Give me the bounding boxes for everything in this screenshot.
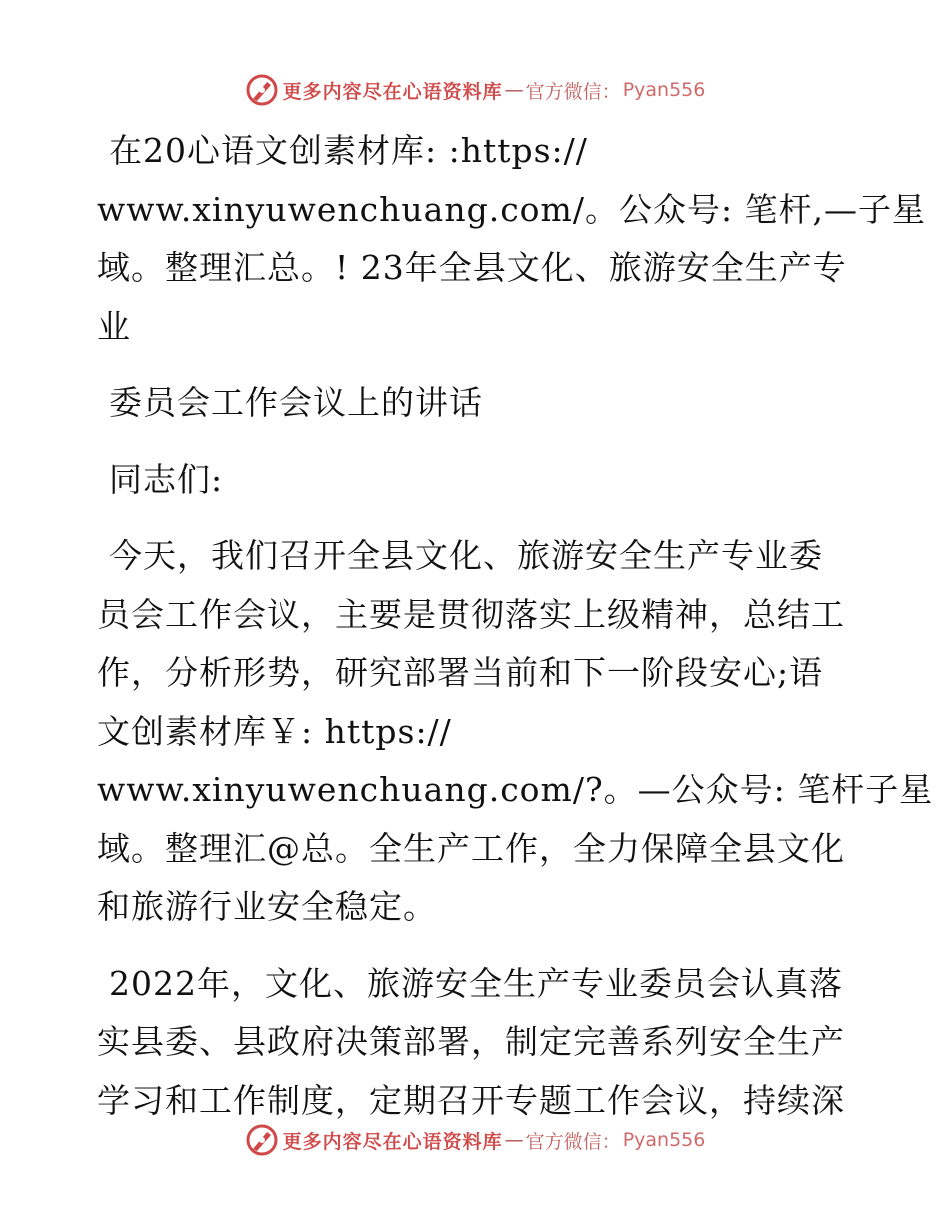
text-line: www.xinyuwenchuang.com/。公众号: 笔杆,—子星: [97, 189, 927, 229]
paragraph-intro: [97, 122, 927, 356]
text-line: 在20心语文创素材库: :https://: [109, 131, 588, 170]
text-line: 域。整理汇@总。全生产工作，全力保障全县文化: [97, 828, 845, 868]
text-line: 域。整理汇总。! 23年全县文化、旅游安全生产专: [97, 248, 847, 287]
document-title: [97, 374, 857, 433]
salutation: [97, 451, 857, 510]
text-line: 学习和工作制度，定期召开专题工作会议，持续深: [97, 1080, 845, 1120]
text-line: 今天，我们召开全县文化、旅游安全生产专业委: [109, 536, 823, 575]
pen-seal-icon: [245, 73, 279, 107]
text-line: 和旅游行业安全稳定。: [97, 887, 437, 926]
text-line: 业: [97, 306, 131, 346]
watermark-wechat-id: Pyan556: [622, 1129, 706, 1151]
text-line: 员会工作会议，主要是贯彻落实上级精神，总结工: [97, 594, 845, 634]
text-line: 委员会工作会议上的讲话: [109, 383, 483, 422]
pen-seal-icon: [245, 1123, 279, 1157]
paragraph-opening: [97, 527, 934, 937]
footer-watermark: [0, 1120, 950, 1160]
text-line: 2022年，文化、旅游安全生产专业委员会认真落: [109, 963, 843, 1003]
watermark-dash: —: [504, 79, 524, 101]
watermark-wechat-label: 官方微信：: [525, 1130, 621, 1153]
watermark-main-text: 更多内容尽在心语资料库: [282, 80, 503, 103]
watermark-main-text: 更多内容尽在心语资料库: [282, 1130, 503, 1153]
text-line: 实县委、县政府决策部署，制定完善系列安全生产: [97, 1022, 845, 1061]
text-line: www.xinyuwenchuang.com/?。—公众号: 笔杆子星: [97, 770, 934, 809]
watermark-dash: —: [504, 1129, 524, 1151]
header-watermark: [0, 70, 950, 110]
text-line: 同志们:: [109, 459, 224, 499]
text-line: 作，分析形势，研究部署当前和下一阶段安心;语: [97, 653, 824, 692]
paragraph-2022-review: [97, 955, 857, 1131]
text-line: 文创素材库￥: https://: [97, 711, 452, 751]
document-body: [97, 122, 934, 1130]
watermark-wechat-id: Pyan556: [622, 79, 706, 101]
watermark-wechat-label: 官方微信：: [525, 80, 621, 103]
